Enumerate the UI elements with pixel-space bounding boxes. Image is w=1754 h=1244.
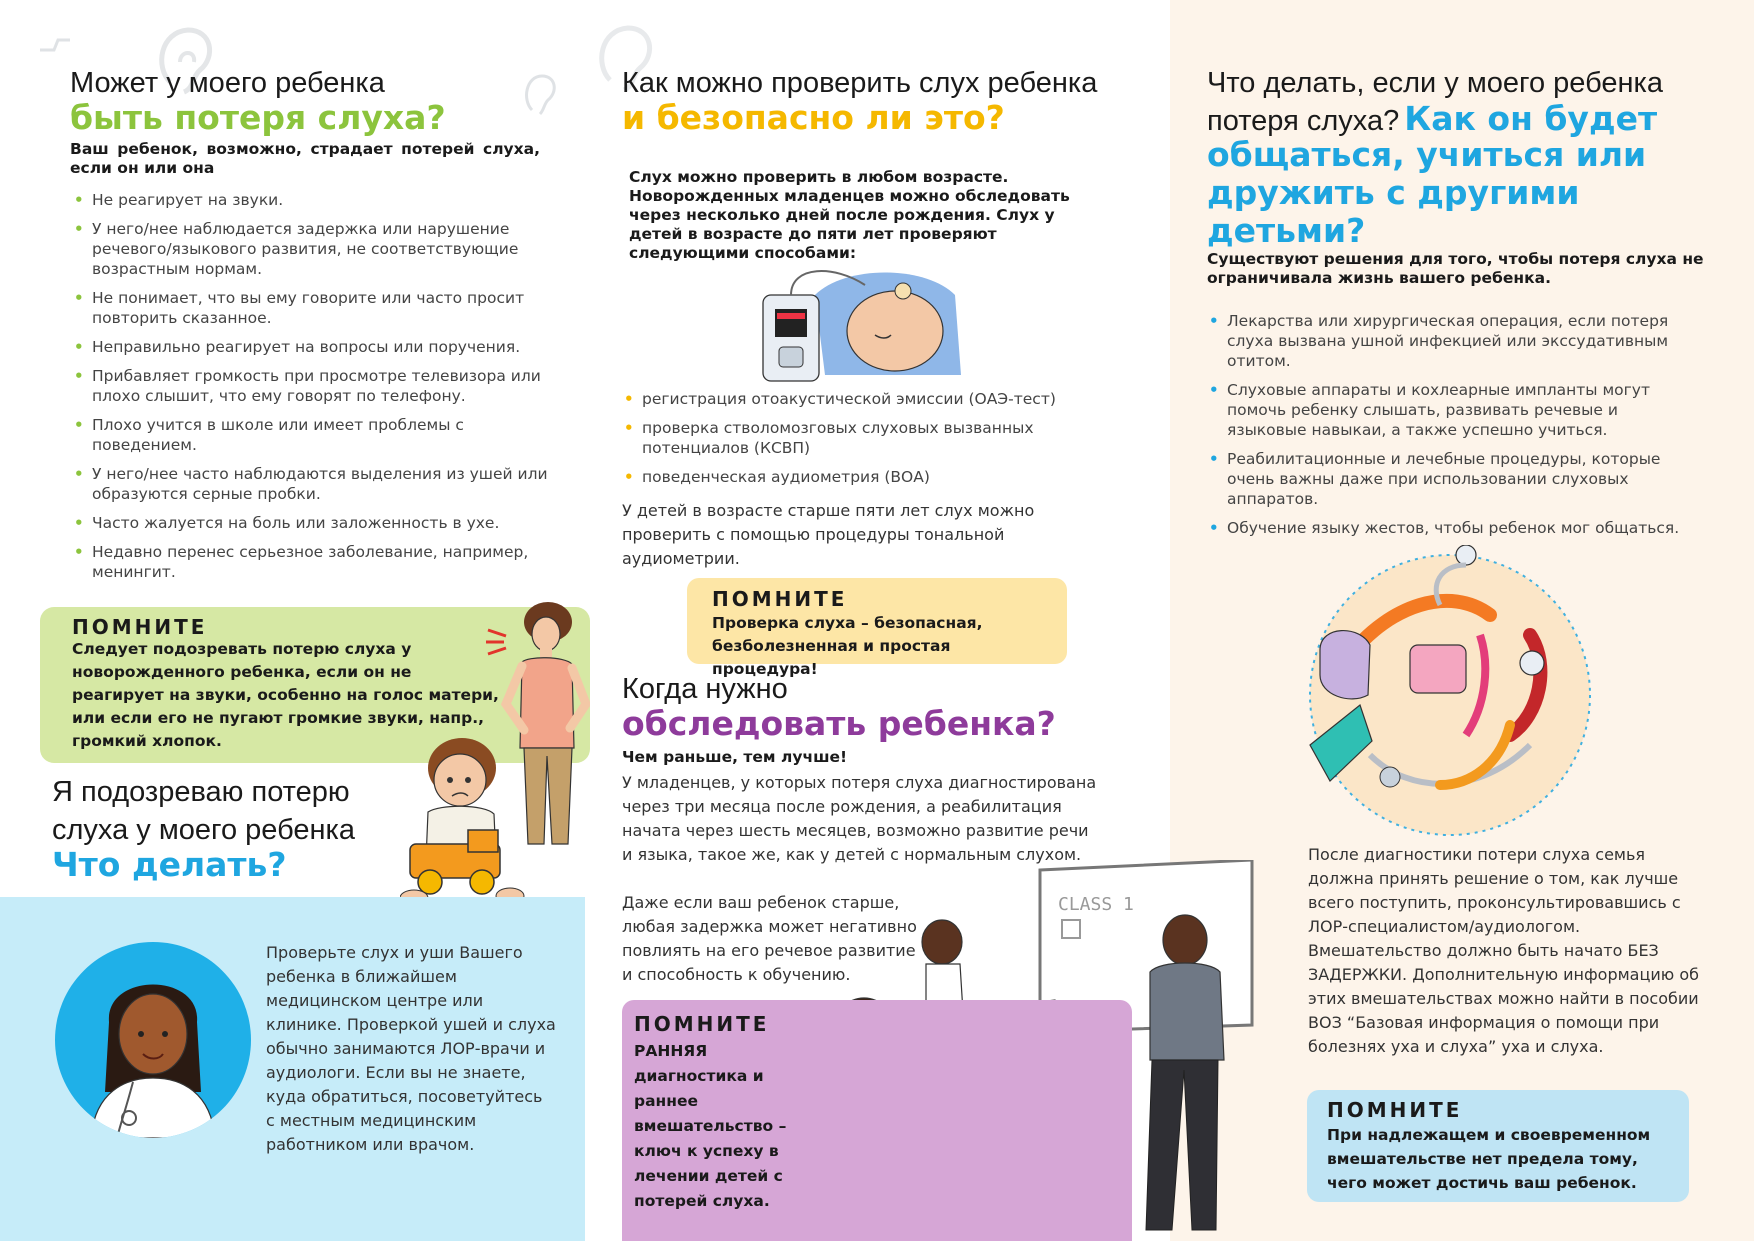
list-item: • У него/нее часто наблюдаются выделения из ушей или образуются серные пробки. [74, 465, 548, 503]
bullet-icon: • [74, 289, 84, 307]
col3-intro: Существуют решения для того, чтобы потеря слуха не ограничивала жизнь вашего ребенка. [1207, 250, 1704, 287]
col1-heading-line2: быть потеря слуха? [70, 98, 446, 137]
col2-heading-line1: Как можно проверить слух ребенка [622, 67, 1098, 99]
list-item: • проверка стволомозговых слуховых вызванных потенциалов (КСВП) [624, 419, 1034, 457]
col3-heading-line4: дружить с другими [1207, 173, 1580, 212]
list-item: • Не понимает, что вы ему говорите или часто просит повторить сказанное. [74, 289, 525, 327]
list-item: • Лекарства или хирургическая операция, если потеря слуха вызвана ушной инфекцией или экссудативным отитом. [1209, 312, 1669, 370]
child-with-toy-truck-illustration [400, 730, 530, 914]
remember-title: ПОМНИТЕ [72, 615, 208, 639]
col3-heading-line3: общаться, учиться или [1207, 135, 1647, 174]
newborn-hearing-test-illustration [755, 255, 965, 389]
list-item: • Прибавляет громкость при просмотре телевизора или плохо слышит, что ему говорят по телефону. [74, 367, 541, 405]
bullet-icon: • [1209, 519, 1219, 537]
remember-text: Проверка слуха – безопасная, безболезненная и простая процедура! [712, 614, 983, 678]
bullet-icon: • [1209, 450, 1219, 468]
remember-title: ПОМНИТЕ [712, 587, 848, 611]
suspect-heading-line1: Я подозреваю потерю [52, 776, 350, 808]
list-item: • Обучение языку жестов, чтобы ребенок мог общаться. [1209, 519, 1680, 537]
bullet-icon: • [1209, 312, 1219, 330]
remember-text: При надлежащем и своевременном вмешательстве нет предела тому, чего может достичь ваш ребенок. [1327, 1126, 1651, 1192]
col1-intro: Ваш ребенок, возможно, страдает потерей слуха, если он или она [70, 140, 540, 177]
col3-solution-list [1207, 311, 1697, 547]
list-item: • Неправильно реагирует на вопросы или поручения. [74, 338, 521, 356]
when-heading-line1: Когда нужно [622, 673, 788, 705]
small-ear-icon [520, 70, 560, 124]
check-hearing-text: Проверьте слух и уши Вашего ребенка в ближайшем медицинском центре или клинике. Проверкой ушей и слуха обычно занимаются ЛОР-врачи и аудиологи. Если вы не знаете, куда обратиться, посоветуйтесь с местным медицинским работником или врачом. [266, 943, 556, 1154]
bullet-icon: • [624, 390, 634, 408]
list-item: • поведенческая аудиометрия (ВОА) [624, 468, 930, 486]
list-item: • Реабилитационные и лечебные процедуры, которые очень важны даже при использовании слуховых аппаратов. [1209, 450, 1661, 508]
doctor-avatar [55, 942, 251, 1138]
list-item: • Плохо учится в школе или имеет проблемы с поведением. [74, 416, 464, 454]
suspect-heading-line2: слуха у моего ребенка [52, 814, 355, 846]
bullet-icon: • [74, 220, 84, 238]
col2-older-children-text: У детей в возрасте старше пяти лет слух можно проверить с помощью процедуры тональной аудиометрии. [622, 501, 1035, 568]
remember-text: Следует подозревать потерю слуха у новорожденного ребенка, если он не реагирует на звуки, особенно на голос матери, или если его не пугают громкие звуки, напр., громкий хлопок. [72, 640, 499, 750]
remember-title: ПОМНИТЕ [634, 1012, 770, 1036]
list-item: • Слуховые аппараты и кохлеарные импланты могут помочь ребенку слышать, развивать речевые и языковые навыкаи, а также успешно учиться. [1209, 381, 1650, 439]
bullet-icon: • [1209, 381, 1219, 399]
col2-heading-line2: и безопасно ли это? [622, 98, 1005, 137]
list-item: • регистрация отоакустической эмиссии (ОАЭ-тест) [624, 390, 1056, 408]
col3-after-diagnosis-text: После диагностики потери слуха семья должна принять решение о том, как лучше всего поступить, проконсультировавшись с ЛОР-специалистом/аудиологом. Вмешательство должно быть начато БЕЗ ЗАДЕРЖКИ. Дополнительную информацию об этих вмешательствах можно найти в пособии ВОЗ “Базовая информация о помощи при болезнях уха и слуха” уха и слуха. [1308, 845, 1699, 1056]
col3-heading-line1: Что делать, если у моего ребенка [1207, 67, 1663, 99]
bullet-icon: • [624, 419, 634, 437]
col2-intro: Слух можно проверить в любом возрасте. Новорожденных младенцев можно обследовать через несколько дней после рождения. Слух у детей в возрасте до пяти лет проверяют следующими способами: [629, 168, 1070, 262]
sooner-the-better: Чем раньше, тем лучше! [622, 748, 848, 766]
col1-heading-line1: Может у моего ребенка [70, 67, 385, 99]
list-item: • Часто жалуется на боль или заложенность в ухе. [74, 514, 500, 532]
bullet-icon: • [74, 543, 84, 561]
bullet-icon: • [74, 514, 84, 532]
remember-title: ПОМНИТЕ [1327, 1098, 1463, 1122]
bullet-icon: • [74, 465, 84, 483]
hearing-devices-illustration [1290, 545, 1610, 849]
bullet-icon: • [74, 416, 84, 434]
bullet-icon: • [74, 191, 84, 209]
when-text-1: У младенцев, у которых потеря слуха диагностирована через три месяца после рождения, а реабилитация начата через шесть месяцев, возможно развитие речи и языка, такое же, как у детей с нормальным слухом. [622, 773, 1097, 864]
col1-symptom-list [72, 190, 572, 591]
list-item: • Не реагирует на звуки. [74, 191, 284, 209]
list-item: • У него/нее наблюдается задержка или нарушение речевого/языкового развития, не соответствующие возрастным нормам. [74, 220, 519, 278]
bullet-icon: • [624, 468, 634, 486]
suspect-heading-line3: Что делать? [52, 845, 287, 884]
bullet-icon: • [74, 338, 84, 356]
col3-heading-line5: детьми? [1207, 211, 1366, 250]
col3-heading-line2: потеря слуха? Как он будет [1207, 99, 1658, 138]
bullet-icon: • [74, 367, 84, 385]
col2-test-list [622, 389, 1092, 496]
remember-text: РАННЯЯ диагностика и раннее вмешательство – ключ к успеху в лечении детей с потерей слуха. [634, 1042, 787, 1210]
when-text-2: Даже если ваш ребенок старше, любая задержка может негативно повлиять на его речевое развитие и способность к обучению. [622, 893, 917, 984]
when-heading-line2: обследовать ребенка? [622, 704, 1056, 743]
hearing-aid-icon [36, 30, 76, 64]
board-text: CLASS 1 [1058, 894, 1134, 915]
list-item: • Недавно перенес серьезное заболевание, например, менингит. [74, 543, 529, 581]
